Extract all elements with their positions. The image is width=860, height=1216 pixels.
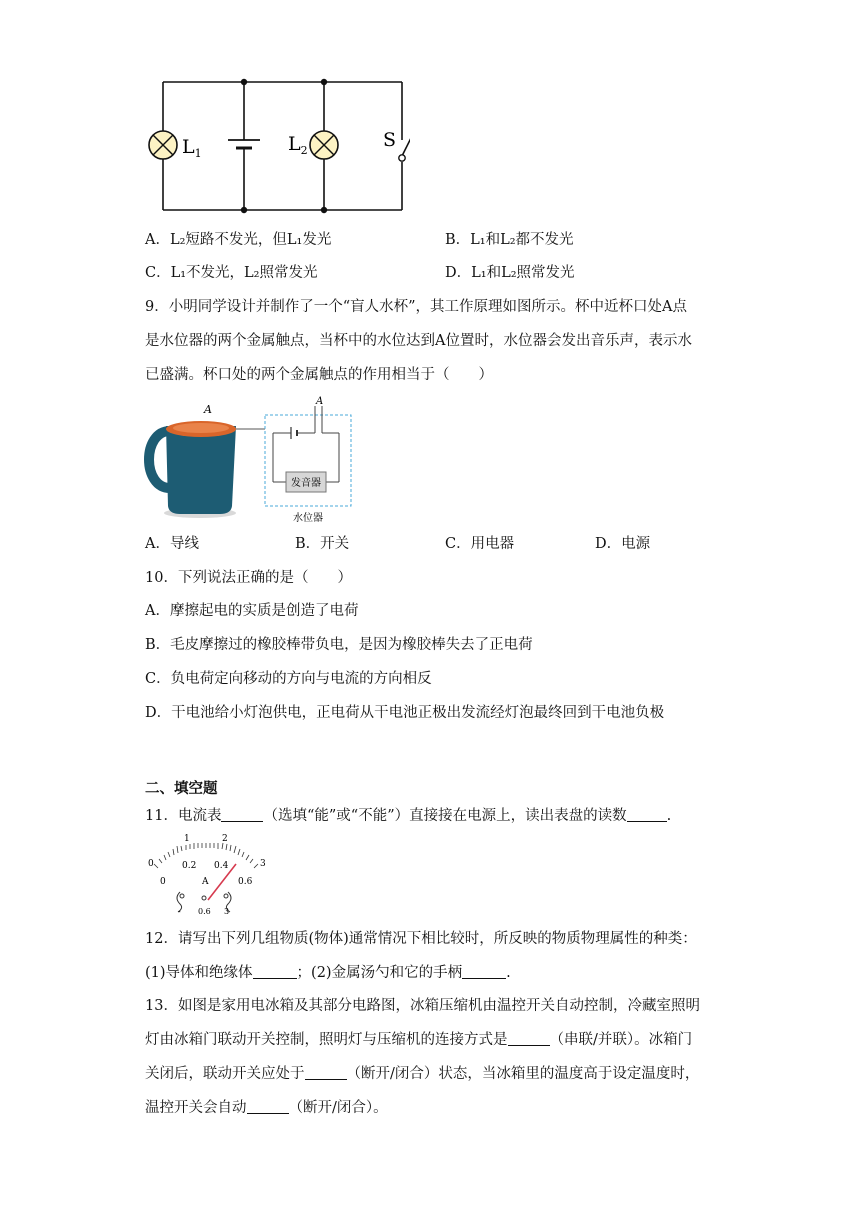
q11-text-2: （选填“能”或“不能”）直接接在电源上，读出表盘的读数	[263, 808, 627, 824]
q13-stem-line4	[145, 1098, 388, 1118]
label-a-cup: A	[204, 403, 212, 416]
q13-text-3: 关闭后，联动开关应处于	[145, 1066, 305, 1082]
q12-blank-1[interactable]	[253, 964, 297, 979]
q10-option-c: C．负电荷定向移动的方向与电流的方向相反	[145, 671, 432, 687]
q8-option-a: A．L₂短路不发光，但L₁发光	[145, 232, 332, 248]
terminal-0-6	[202, 896, 206, 900]
q11-blank-2[interactable]	[627, 807, 667, 822]
scale-bottom-1: 0.2	[182, 861, 197, 871]
scale-top-1: 1	[184, 834, 190, 844]
q10-stem: 10．下列说法正确的是（ ）	[145, 570, 352, 586]
q13-blank-3[interactable]	[247, 1099, 289, 1114]
q13-blank-2[interactable]	[305, 1065, 347, 1080]
switch-contact	[399, 155, 405, 161]
q12-blank-2[interactable]	[462, 964, 506, 979]
label-l2: $L_2$	[288, 133, 308, 157]
q12-text-1: (1)导体和绝缘体	[145, 965, 253, 981]
device-caption: 水位器	[293, 513, 323, 524]
q13-text-2: （串联/并联）。冰箱门	[549, 1032, 693, 1048]
bulb-l2-icon	[310, 131, 338, 159]
q9-option-b: B．开关	[295, 536, 350, 552]
q12-stem-line1: 12．请写出下列几组物质(物体)通常情况下相比较时，所反映的物质物理属性的种类：	[145, 931, 697, 947]
label-s: S	[383, 129, 397, 151]
bulb-l1-icon	[149, 131, 177, 159]
junction-dot	[321, 207, 327, 213]
q13-stem-line1: 13．如图是家用电冰箱及其部分电路图，冰箱压缩机由温控开关自动控制，冷藏室照明	[145, 998, 700, 1014]
q9-stem-line3: 已盛满。杯口处的两个金属触点的作用相当于（ ）	[145, 367, 493, 383]
q13-stem-line3	[145, 1064, 699, 1084]
scale-top-2: 2	[222, 834, 228, 844]
blind-cup-diagram	[140, 396, 360, 526]
q9-option-a: A．导线	[145, 536, 199, 552]
junction-dot	[241, 207, 247, 213]
cup-body	[166, 426, 236, 514]
q10-option-b: B．毛皮摩擦过的橡胶棒带负电，是因为橡胶棒失去了正电荷	[145, 637, 533, 653]
scale-top-3: 3	[260, 859, 266, 869]
q8-option-b: B．L₁和L₂都不发光	[445, 232, 574, 248]
ammeter-dial-diagram	[140, 830, 280, 920]
q13-text-5: 温控开关会自动	[145, 1100, 247, 1116]
circuit-diagram-q8	[140, 70, 410, 220]
scale-bottom-0: 0	[160, 877, 166, 887]
terminal-3	[224, 894, 228, 898]
q12-text-2: ；(2)金属汤勺和它的手柄	[296, 965, 463, 981]
terminal-minus	[180, 894, 184, 898]
q11-text-1: 11．电流表	[145, 808, 222, 824]
q9-option-d: D．电源	[595, 536, 651, 552]
q12-stem-line2	[145, 963, 511, 983]
q12-text-3: .	[506, 965, 511, 981]
q9-option-c: C．用电器	[445, 536, 515, 552]
q8-option-d: D．L₁和L₂照常发光	[445, 265, 575, 281]
terminal-label-0-6: 0.6	[198, 907, 211, 916]
terminal-label-minus: -	[178, 907, 181, 916]
q11-stem	[145, 806, 671, 826]
junction-dot	[321, 79, 327, 85]
junction-dot	[241, 79, 247, 85]
q13-stem-line2	[145, 1030, 692, 1050]
q13-text-1: 灯由冰箱门联动开关控制，照明灯与压缩机的连接方式是	[145, 1032, 508, 1048]
q13-text-6: （断开/闭合）。	[288, 1100, 388, 1116]
sounder-label: 发音器	[291, 478, 321, 489]
ammeter-ticks	[154, 843, 258, 868]
q13-text-4: （断开/闭合）状态，当冰箱里的温度高于设定温度时，	[346, 1066, 700, 1082]
q10-option-d: D．干电池给小灯泡供电，正电荷从干电池正极出发流经灯泡最终回到干电池负极	[145, 705, 665, 721]
q11-text-3: .	[666, 808, 672, 824]
q13-blank-1[interactable]	[508, 1031, 550, 1046]
section-title-fill-in: 二、填空题	[145, 780, 218, 797]
unit-label: A	[202, 877, 209, 887]
label-l1: $L_1$	[182, 136, 202, 160]
label-a-device: A	[316, 396, 324, 407]
scale-bottom-3: 0.6	[238, 877, 253, 887]
q11-blank-1[interactable]	[221, 807, 263, 822]
terminal-label-3: 3	[224, 907, 230, 916]
q9-stem-line2: 是水位器的两个金属触点，当杯中的水位达到A位置时，水位器会发出音乐声，表示水	[145, 333, 692, 349]
scale-bottom-2: 0.4	[214, 861, 229, 871]
scale-top-0: 0	[148, 859, 154, 869]
q10-option-a: A．摩擦起电的实质是创造了电荷	[145, 603, 359, 619]
q8-option-c: C．L₁不发光，L₂照常发光	[145, 265, 318, 281]
q9-stem-line1: 9．小明同学设计并制作了一个“盲人水杯”，其工作原理如图所示。杯中近杯口处A点	[145, 299, 688, 315]
